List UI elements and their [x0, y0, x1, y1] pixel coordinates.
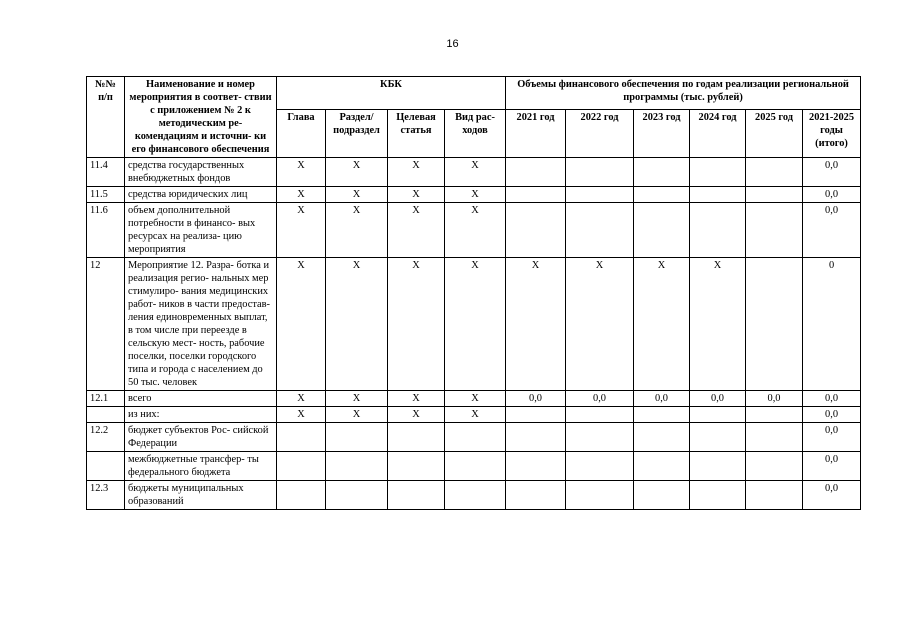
cell-2025 — [746, 407, 803, 423]
row-number: 12.1 — [87, 391, 125, 407]
cell-glava: X — [277, 391, 326, 407]
cell-2022 — [566, 423, 634, 452]
cell-2024 — [690, 203, 746, 258]
cell-vid: X — [445, 187, 506, 203]
cell-2021 — [506, 187, 566, 203]
cell-2025 — [746, 203, 803, 258]
cell-razdel: X — [326, 258, 388, 391]
cell-2023 — [634, 187, 690, 203]
cell-2022 — [566, 481, 634, 510]
cell-razdel — [326, 452, 388, 481]
cell-total: 0,0 — [803, 187, 861, 203]
cell-statya: X — [388, 407, 445, 423]
cell-vid: X — [445, 203, 506, 258]
cell-razdel: X — [326, 407, 388, 423]
cell-glava — [277, 452, 326, 481]
row-number: 12.3 — [87, 481, 125, 510]
table-row — [87, 423, 861, 452]
cell-2023 — [634, 158, 690, 187]
cell-2024 — [690, 452, 746, 481]
header-row-1 — [87, 77, 861, 110]
col-header-num: №№ п/п — [87, 77, 125, 158]
row-name: из них: — [125, 407, 277, 423]
cell-razdel — [326, 423, 388, 452]
row-name: средства государственных внебюджетных фондов — [125, 158, 277, 187]
cell-2023 — [634, 423, 690, 452]
cell-2021 — [506, 481, 566, 510]
cell-vid: X — [445, 258, 506, 391]
cell-2023 — [634, 407, 690, 423]
cell-2025: 0,0 — [746, 391, 803, 407]
cell-statya — [388, 452, 445, 481]
cell-glava — [277, 481, 326, 510]
cell-2025 — [746, 158, 803, 187]
cell-2022: 0,0 — [566, 391, 634, 407]
col-header-2023: 2023 год — [634, 110, 690, 158]
table-row — [87, 258, 861, 391]
cell-total: 0,0 — [803, 158, 861, 187]
cell-total: 0,0 — [803, 423, 861, 452]
cell-2021 — [506, 423, 566, 452]
cell-2024 — [690, 407, 746, 423]
cell-glava: X — [277, 258, 326, 391]
financing-table — [86, 76, 861, 510]
cell-2022 — [566, 203, 634, 258]
table-row — [87, 158, 861, 187]
cell-2022 — [566, 407, 634, 423]
cell-statya — [388, 481, 445, 510]
row-name: объем дополнительной потребности в финансо- вых ресурсах на реализа- цию мероприятия — [125, 203, 277, 258]
cell-2022 — [566, 158, 634, 187]
cell-glava: X — [277, 158, 326, 187]
col-header-2021: 2021 год — [506, 110, 566, 158]
cell-vid: X — [445, 407, 506, 423]
cell-total: 0,0 — [803, 452, 861, 481]
cell-razdel: X — [326, 158, 388, 187]
col-header-glava: Глава — [277, 110, 326, 158]
col-header-name: Наименование и номер мероприятия в соответ- ствии с приложением № 2 к методическим ре- комендациям и источни- ки его финансового обеспечения — [125, 77, 277, 158]
cell-razdel: X — [326, 203, 388, 258]
cell-2025 — [746, 187, 803, 203]
table-row — [87, 481, 861, 510]
cell-vid: X — [445, 158, 506, 187]
col-header-2024: 2024 год — [690, 110, 746, 158]
row-number: 11.6 — [87, 203, 125, 258]
col-header-2025: 2025 год — [746, 110, 803, 158]
cell-2024 — [690, 423, 746, 452]
cell-2024 — [690, 481, 746, 510]
cell-2024 — [690, 158, 746, 187]
cell-2025 — [746, 452, 803, 481]
row-name: бюджеты муниципальных образований — [125, 481, 277, 510]
col-header-statya: Целевая статья — [388, 110, 445, 158]
cell-total: 0,0 — [803, 391, 861, 407]
cell-statya: X — [388, 203, 445, 258]
cell-total: 0 — [803, 258, 861, 391]
cell-2025 — [746, 481, 803, 510]
row-number: 12 — [87, 258, 125, 391]
row-name: Мероприятие 12. Разра- ботка и реализация регио- нальных мер стимулиро- вания медицинских работ- ников в части предостав- ления единовременных выплат, в том числе при переезде в сельскую мест- ность, рабочие поселки, поселки городского типа и города с населением до 50 тыс. человек — [125, 258, 277, 391]
row-number — [87, 452, 125, 481]
cell-2023: 0,0 — [634, 391, 690, 407]
cell-2021 — [506, 452, 566, 481]
page-number: 16 — [446, 38, 459, 50]
cell-glava — [277, 423, 326, 452]
cell-vid — [445, 452, 506, 481]
col-header-total: 2021-2025 годы (итого) — [803, 110, 861, 158]
cell-2021: X — [506, 258, 566, 391]
cell-2022: X — [566, 258, 634, 391]
cell-statya: X — [388, 187, 445, 203]
cell-statya — [388, 423, 445, 452]
table-row — [87, 407, 861, 423]
row-name: средства юридических лиц — [125, 187, 277, 203]
row-number — [87, 407, 125, 423]
row-name: бюджет субъектов Рос- сийской Федерации — [125, 423, 277, 452]
cell-2023 — [634, 203, 690, 258]
cell-glava: X — [277, 203, 326, 258]
cell-glava: X — [277, 407, 326, 423]
cell-2024: X — [690, 258, 746, 391]
cell-2021 — [506, 203, 566, 258]
cell-2021 — [506, 407, 566, 423]
cell-statya: X — [388, 158, 445, 187]
cell-2023: X — [634, 258, 690, 391]
row-number: 12.2 — [87, 423, 125, 452]
cell-2025 — [746, 258, 803, 391]
cell-total: 0,0 — [803, 203, 861, 258]
row-number: 11.4 — [87, 158, 125, 187]
cell-total: 0,0 — [803, 481, 861, 510]
cell-total: 0,0 — [803, 407, 861, 423]
col-header-vid: Вид рас- ходов — [445, 110, 506, 158]
table-row — [87, 391, 861, 407]
cell-razdel: X — [326, 187, 388, 203]
row-name: всего — [125, 391, 277, 407]
col-header-2022: 2022 год — [566, 110, 634, 158]
table-row — [87, 452, 861, 481]
cell-2025 — [746, 423, 803, 452]
cell-statya: X — [388, 391, 445, 407]
cell-2022 — [566, 452, 634, 481]
col-header-razdel: Раздел/ подраздел — [326, 110, 388, 158]
row-name: межбюджетные трансфер- ты федерального бюджета — [125, 452, 277, 481]
col-header-volumes: Объемы финансового обеспечения по годам реализации региональной программы (тыс. рублей) — [506, 77, 861, 110]
cell-2023 — [634, 481, 690, 510]
col-header-kbk: КБК — [277, 77, 506, 110]
cell-vid: X — [445, 391, 506, 407]
cell-glava: X — [277, 187, 326, 203]
cell-2024 — [690, 187, 746, 203]
cell-2022 — [566, 187, 634, 203]
cell-razdel: X — [326, 391, 388, 407]
cell-2024: 0,0 — [690, 391, 746, 407]
cell-vid — [445, 423, 506, 452]
cell-2021 — [506, 158, 566, 187]
cell-razdel — [326, 481, 388, 510]
table-row — [87, 203, 861, 258]
table-row — [87, 187, 861, 203]
row-number: 11.5 — [87, 187, 125, 203]
cell-vid — [445, 481, 506, 510]
cell-2023 — [634, 452, 690, 481]
cell-statya: X — [388, 258, 445, 391]
cell-2021: 0,0 — [506, 391, 566, 407]
